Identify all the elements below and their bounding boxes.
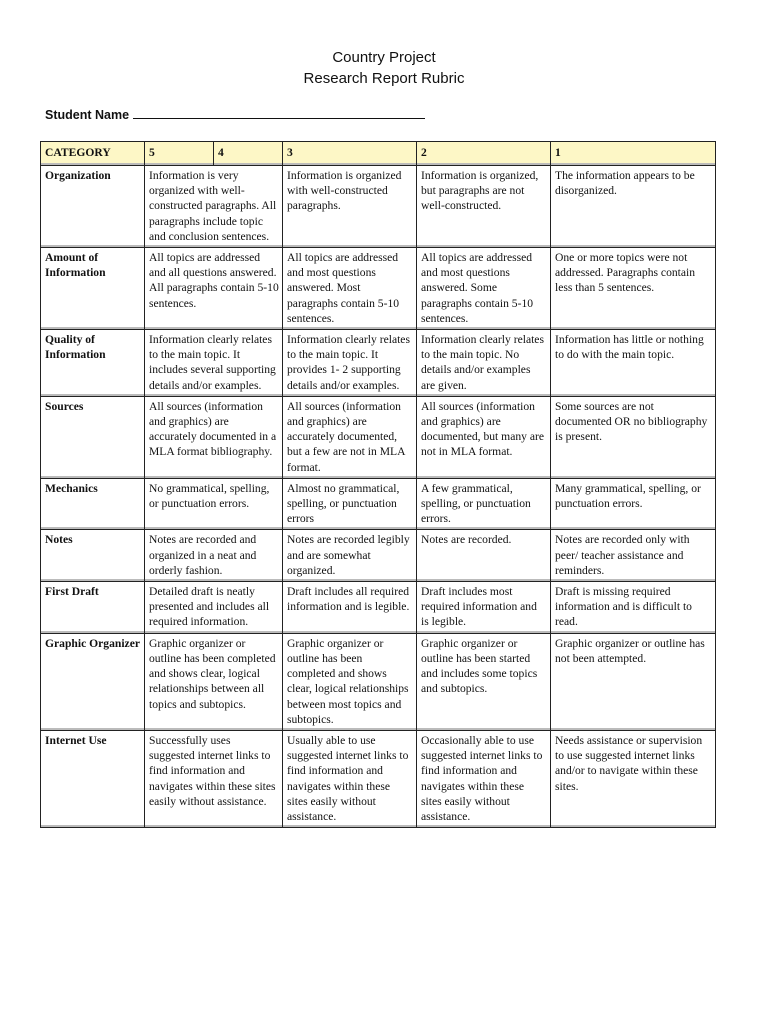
score-1-cell: Needs assistance or supervision to use suggested internet links and/or to navigate within these sites. <box>551 730 716 827</box>
rubric-table <box>40 141 716 828</box>
rubric-row <box>41 530 716 582</box>
category-cell: Notes <box>41 530 145 582</box>
score-1-cell: Many grammatical, spelling, or punctuation errors. <box>551 478 716 530</box>
score-3-cell: Draft includes all required information and is legible. <box>283 582 417 634</box>
category-cell: Quality of Information <box>41 330 145 397</box>
category-cell: Organization <box>41 166 145 248</box>
category-cell: First Draft <box>41 582 145 634</box>
score-3-cell: All sources (information and graphics) are accurately documented, but a few are not in MLA format. <box>283 396 417 478</box>
category-cell: Amount of Information <box>41 248 145 330</box>
category-cell: Sources <box>41 396 145 478</box>
student-name-label: Student Name <box>45 108 130 122</box>
score-2-cell: Information is organized, but paragraphs are not well-constructed. <box>417 166 551 248</box>
score-5-4-cell: Notes are recorded and organized in a neat and orderly fashion. <box>145 530 283 582</box>
score-1-cell: Information has little or nothing to do with the main topic. <box>551 330 716 397</box>
header-score-1: 1 <box>551 142 716 166</box>
rubric-row <box>41 633 716 730</box>
rubric-row <box>41 582 716 634</box>
score-5-4-cell: Information clearly relates to the main topic. It includes several supporting details and/or examples. <box>145 330 283 397</box>
score-5-4-cell: Information is very organized with well-constructed paragraphs. All paragraphs include topic and conclusion sentences. <box>145 166 283 248</box>
document-subtitle: Research Report Rubric <box>303 70 465 87</box>
document-title: Country Project <box>332 49 436 66</box>
score-2-cell: Occasionally able to use suggested internet links to find information and navigates within these sites easily without assistance. <box>417 730 551 827</box>
score-2-cell: Graphic organizer or outline has been started and includes some topics and subtopics. <box>417 633 551 730</box>
header-score-5: 5 <box>145 142 214 166</box>
score-3-cell: Information is organized with well-constructed paragraphs. <box>283 166 417 248</box>
score-5-4-cell: All sources (information and graphics) are accurately documented in a MLA format bibliography. <box>145 396 283 478</box>
header-score-4: 4 <box>214 142 283 166</box>
rubric-header-row <box>41 142 716 166</box>
category-cell: Graphic Organizer <box>41 633 145 730</box>
student-name-blank-line <box>133 107 425 119</box>
rubric-row <box>41 330 716 397</box>
score-3-cell: All topics are addressed and most questions answered. Most paragraphs contain 5-10 sentences. <box>283 248 417 330</box>
score-2-cell: All topics are addressed and most questions answered. Some paragraphs contain 5-10 sentences. <box>417 248 551 330</box>
score-1-cell: The information appears to be disorganized. <box>551 166 716 248</box>
score-1-cell: Some sources are not documented OR no bibliography is present. <box>551 396 716 478</box>
student-name-field <box>45 107 425 122</box>
score-1-cell: Notes are recorded only with peer/ teacher assistance and reminders. <box>551 530 716 582</box>
score-5-4-cell: Detailed draft is neatly presented and includes all required information. <box>145 582 283 634</box>
score-5-4-cell: No grammatical, spelling, or punctuation errors. <box>145 478 283 530</box>
category-cell: Mechanics <box>41 478 145 530</box>
score-1-cell: Graphic organizer or outline has not been attempted. <box>551 633 716 730</box>
score-2-cell: All sources (information and graphics) are documented, but many are not in MLA format. <box>417 396 551 478</box>
score-2-cell: Draft includes most required information and is legible. <box>417 582 551 634</box>
header-category: CATEGORY <box>41 142 145 166</box>
category-cell: Internet Use <box>41 730 145 827</box>
score-2-cell: A few grammatical, spelling, or punctuation errors. <box>417 478 551 530</box>
header-score-3: 3 <box>283 142 417 166</box>
rubric-row <box>41 396 716 478</box>
score-5-4-cell: Successfully uses suggested internet links to find information and navigates within these sites easily without assistance. <box>145 730 283 827</box>
score-3-cell: Almost no grammatical, spelling, or punctuation errors <box>283 478 417 530</box>
header-score-2: 2 <box>417 142 551 166</box>
score-3-cell: Notes are recorded legibly and are somewhat organized. <box>283 530 417 582</box>
score-3-cell: Information clearly relates to the main topic. It provides 1- 2 supporting details and/or examples. <box>283 330 417 397</box>
score-5-4-cell: Graphic organizer or outline has been completed and shows clear, logical relationships between all topics and subtopics. <box>145 633 283 730</box>
score-1-cell: Draft is missing required information and is difficult to read. <box>551 582 716 634</box>
score-3-cell: Graphic organizer or outline has been completed and shows clear, logical relationships between most topics and subtopics. <box>283 633 417 730</box>
score-5-4-cell: All topics are addressed and all questions answered. All paragraphs contain 5-10 sentences. <box>145 248 283 330</box>
score-3-cell: Usually able to use suggested internet links to find information and navigates within these sites easily without assistance. <box>283 730 417 827</box>
rubric-row <box>41 478 716 530</box>
rubric-row <box>41 166 716 248</box>
score-1-cell: One or more topics were not addressed. Paragraphs contain less than 5 sentences. <box>551 248 716 330</box>
rubric-row <box>41 248 716 330</box>
score-2-cell: Information clearly relates to the main topic. No details and/or examples are given. <box>417 330 551 397</box>
score-2-cell: Notes are recorded. <box>417 530 551 582</box>
rubric-row <box>41 730 716 827</box>
